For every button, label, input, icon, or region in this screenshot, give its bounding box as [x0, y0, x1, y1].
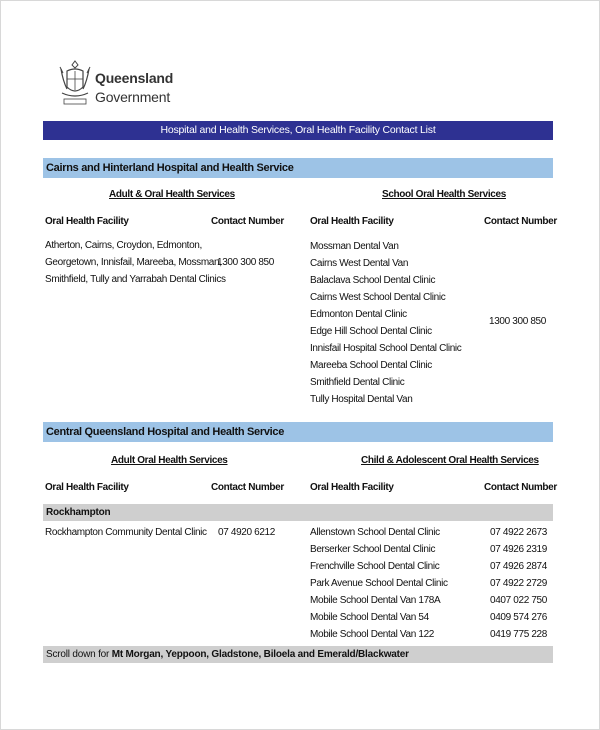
scroll-note-prefix: Scroll down for: [46, 649, 112, 660]
list-item: Tully Hospital Dental Van: [310, 394, 413, 405]
list-item: Cairns West Dental Van: [310, 258, 409, 269]
cairns-adult-facility-line-1: Atherton, Cairns, Croydon, Edmonton,: [45, 240, 202, 251]
list-item: 07 4926 2319: [490, 544, 547, 555]
list-item: Mobile School Dental Van 122: [310, 629, 434, 640]
cairns-right-col-facility: Oral Health Facility: [310, 216, 394, 227]
central-left-col-facility: Oral Health Facility: [45, 482, 129, 493]
central-left-heading: Adult Oral Health Services: [111, 455, 228, 466]
list-item: Frenchville School Dental Clinic: [310, 561, 440, 572]
scroll-down-note: [43, 646, 553, 663]
cairns-left-col-facility: Oral Health Facility: [45, 216, 129, 227]
queensland-government-logo: [59, 59, 179, 111]
cairns-adult-facility-line-2: Georgetown, Innisfail, Mareeba, Mossman,: [45, 257, 222, 268]
list-item: 0419 775 228: [490, 629, 547, 640]
central-adult-contact: 07 4920 6212: [218, 527, 275, 538]
list-item: Balaclava School Dental Clinic: [310, 275, 436, 286]
section-header-cairns: Cairns and Hinterland Hospital and Health Service: [43, 158, 553, 178]
list-item: 07 4926 2874: [490, 561, 547, 572]
list-item: Mobile School Dental Van 178A: [310, 595, 441, 606]
central-child-contact-list: [490, 524, 547, 643]
section-header-central: Central Queensland Hospital and Health Service: [43, 422, 553, 442]
logo-text-government: Government: [95, 89, 171, 105]
list-item: Park Avenue School Dental Clinic: [310, 578, 448, 589]
document-title-bar: Hospital and Health Services, Oral Health Facility Contact List: [43, 121, 553, 140]
cairns-left-heading: Adult & Oral Health Services: [109, 189, 235, 200]
cairns-adult-facility-line-3: Smithfield, Tully and Yarrabah Dental Clinics: [45, 274, 226, 285]
list-item: Edmonton Dental Clinic: [310, 309, 407, 320]
list-item: Berserker School Dental Clinic: [310, 544, 436, 555]
logo-text-queensland: Queensland: [95, 70, 174, 86]
cairns-right-heading: School Oral Health Services: [382, 189, 506, 200]
coat-of-arms-icon: [59, 59, 91, 109]
list-item: Mareeba School Dental Clinic: [310, 360, 432, 371]
region-row-rockhampton: Rockhampton: [43, 504, 553, 521]
scroll-note-places: Mt Morgan, Yeppoon, Gladstone, Biloela and Emerald/Blackwater: [111, 649, 409, 660]
list-item: 0409 574 276: [490, 612, 547, 623]
list-item: Cairns West School Dental Clinic: [310, 292, 446, 303]
cairns-school-contact: 1300 300 850: [489, 316, 546, 327]
central-right-heading: Child & Adolescent Oral Health Services: [361, 455, 539, 466]
list-item: Mossman Dental Van: [310, 241, 399, 252]
list-item: 07 4922 2729: [490, 578, 547, 589]
list-item: Innisfail Hospital School Dental Clinic: [310, 343, 462, 354]
cairns-right-col-contact: Contact Number: [484, 216, 557, 227]
list-item: Allenstown School Dental Clinic: [310, 527, 440, 538]
central-adult-facility: Rockhampton Community Dental Clinic: [45, 527, 207, 538]
central-left-col-contact: Contact Number: [211, 482, 284, 493]
cairns-school-facility-list: [310, 238, 461, 408]
central-right-col-facility: Oral Health Facility: [310, 482, 394, 493]
list-item: 0407 022 750: [490, 595, 547, 606]
list-item: Edge Hill School Dental Clinic: [310, 326, 432, 337]
cairns-left-col-contact: Contact Number: [211, 216, 284, 227]
list-item: Mobile School Dental Van 54: [310, 612, 429, 623]
central-right-col-contact: Contact Number: [484, 482, 557, 493]
cairns-adult-contact: 1300 300 850: [217, 257, 274, 268]
central-child-facility-list: [310, 524, 448, 643]
list-item: 07 4922 2673: [490, 527, 547, 538]
list-item: Smithfield Dental Clinic: [310, 377, 405, 388]
